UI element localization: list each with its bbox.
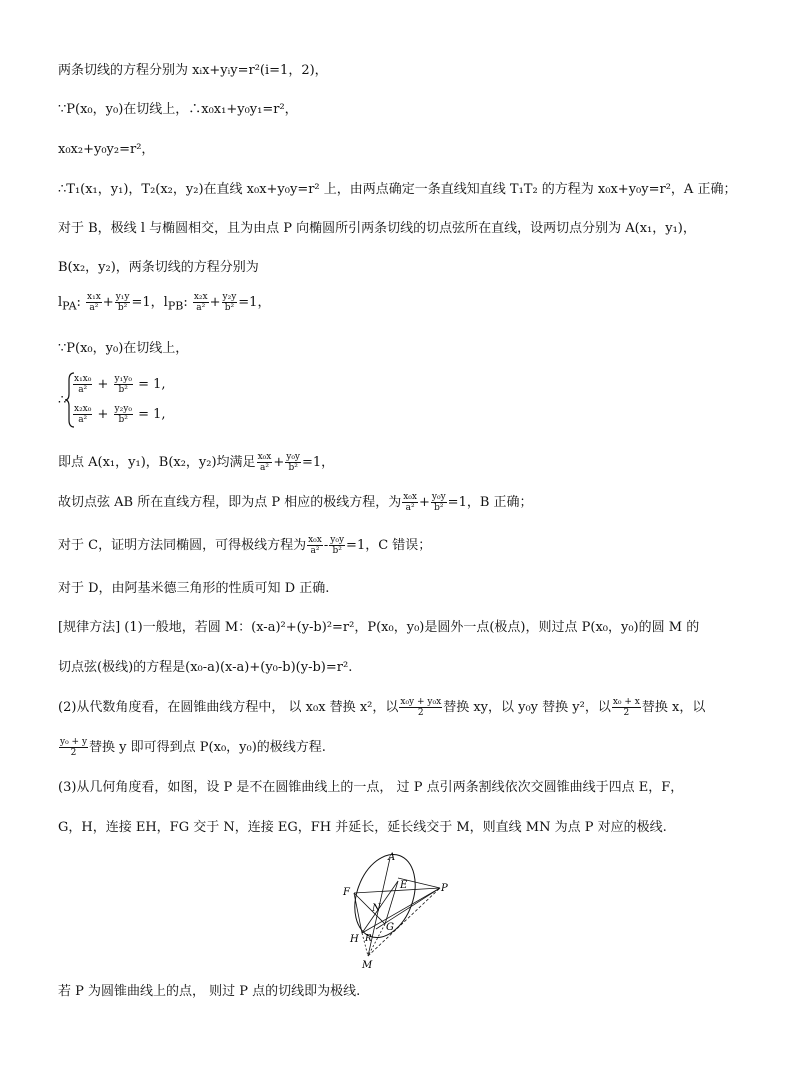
text-line: 对于 D，由阿基米德三角形的性质可知 D 正确. bbox=[58, 581, 330, 596]
label-H: H bbox=[350, 934, 359, 945]
text-line: ∴T₁(x₁，y₁)，T₂(x₂，y₂)在直线 x₀x+y₀y=r² 上，由两点确定一条直线知直线 T₁T₂ 的方程为 x₀x+y₀y=r²，A 正确； bbox=[58, 182, 737, 197]
text-line: 即点 A(x₁，y₁)，B(x₂，y₂)均满足 $\frac{\text{x₀x}}{\text{a²}}$ + $\frac{\text{y₀y}}{\text{b²}}$ =1， bbox=[58, 452, 335, 473]
fraction: $\frac{\text{x₁x}}{\text{a²}}$ bbox=[87, 292, 101, 313]
text-line: 若 P 为圆锥曲线上的点， 则过 P 点的切线即为极线. bbox=[58, 984, 361, 999]
label-F: F bbox=[343, 887, 350, 898]
text-line: (2)从代数角度看，在圆锥曲线方程中， 以 x₀x 替换 x²，以 $\frac{\text{x₀y + y₀x}}{2}$ 替换 xy，以 y₀y 替换 y²，以 $\frac{\text{x₀ + x}}{2}$ 替换 x，以 bbox=[58, 697, 706, 718]
label-M: M bbox=[362, 960, 373, 971]
text-line: (3)从几何角度看，如图，设 P 是不在圆锥曲线上的一点， 过 P 点引两条割线依次交圆锥曲线于四点 E，F， bbox=[58, 780, 684, 795]
text-line: [规律方法] (1)一般地，若圆 M：(x-a)²+(y-b)²=r²，P(x₀，y₀)是圆外一点(极点)，则过点 P(x₀，y₀)的圆 M 的 bbox=[58, 620, 700, 635]
text-line: x₀x₂+y₀y₂=r²， bbox=[58, 142, 155, 157]
text-line: B(x₂，y₂)，两条切线的方程分别为 bbox=[58, 260, 259, 275]
fraction: $\frac{\text{y₂y}}{\text{b²}}$ bbox=[222, 292, 237, 313]
fraction: $\frac{\text{x₂x}}{\text{a²}}$ bbox=[193, 292, 208, 313]
fraction: $\frac{\text{y₁y}}{\text{b²}}$ bbox=[115, 292, 130, 313]
label-R: R bbox=[365, 934, 372, 944]
system-row-1: $\frac{\text{x₁x₀}}{\text{a²}}$ + $\frac{\text{y₁y₀}}{\text{b²}}$ = 1, bbox=[74, 374, 166, 395]
label-P: P bbox=[441, 883, 448, 894]
text-line: 两条切线的方程分别为 xᵢx+yᵢy=r²(i=1，2)， bbox=[58, 63, 328, 78]
pole-polar-figure bbox=[340, 848, 460, 973]
label-N: N bbox=[372, 903, 381, 914]
label-E: E bbox=[400, 880, 408, 891]
text-line: ∵P(x₀，y₀)在切线上， bbox=[58, 341, 189, 356]
label-G: G bbox=[386, 922, 394, 933]
system-row-2: $\frac{\text{x₂x₀}}{\text{a²}}$ + $\frac{\text{y₂y₀}}{\text{b²}}$ = 1, bbox=[74, 404, 166, 425]
text-line: ∵P(x₀，y₀)在切线上，∴x₀x₁+y₀y₁=r²， bbox=[58, 102, 298, 117]
text-line: 对于 C，证明方法同椭圆，可得极线方程为 $\frac{\text{x₀x}}{\text{a²}}$ - $\frac{\text{y₀y}}{\text{b²}}$ =1，C 错误； bbox=[58, 535, 432, 556]
text-line: $\frac{\text{y₀ + y}}{2}$ 替换 y 即可得到点 P(x₀，y₀)的极线方程. bbox=[60, 737, 326, 758]
text-line: 对于 B，极线 l 与椭圆相交，且为由点 P 向椭圆所引两条切线的切点弦所在直线，设两切点分别为 A(x₁，y₁)， bbox=[58, 221, 696, 236]
tangent-equations-line: $l_{PA}$: $\frac{\text{x₁x}}{\text{a²}}$ + $\frac{\text{y₁y}}{\text{b²}}$ =1，$l_{PB}$: $\frac{\text{x₂x}}{\text{a²}}$ + $\frac{\text{y₂y}}{\text{b²}}$ =1， bbox=[58, 292, 271, 313]
text-line: G，H，连接 EH，FG 交于 N，连接 EG，FH 并延长，延长线交于 M，则直线 MN 为点 P 对应的极线. bbox=[58, 820, 667, 835]
therefore-symbol: ∴ bbox=[58, 393, 67, 408]
conic-ellipse bbox=[344, 848, 426, 946]
text-line: 切点弦(极线)的方程是(x₀-a)(x-a)+(y₀-b)(y-b)=r². bbox=[58, 660, 353, 675]
text-line: 故切点弦 AB 所在直线方程，即为点 P 相应的极线方程，为 $\frac{\text{x₀x}}{\text{a²}}$ + $\frac{\text{y₀y}}{\text{b²}}$ =1，B 正确； bbox=[58, 492, 533, 513]
label-A: A bbox=[388, 852, 396, 863]
